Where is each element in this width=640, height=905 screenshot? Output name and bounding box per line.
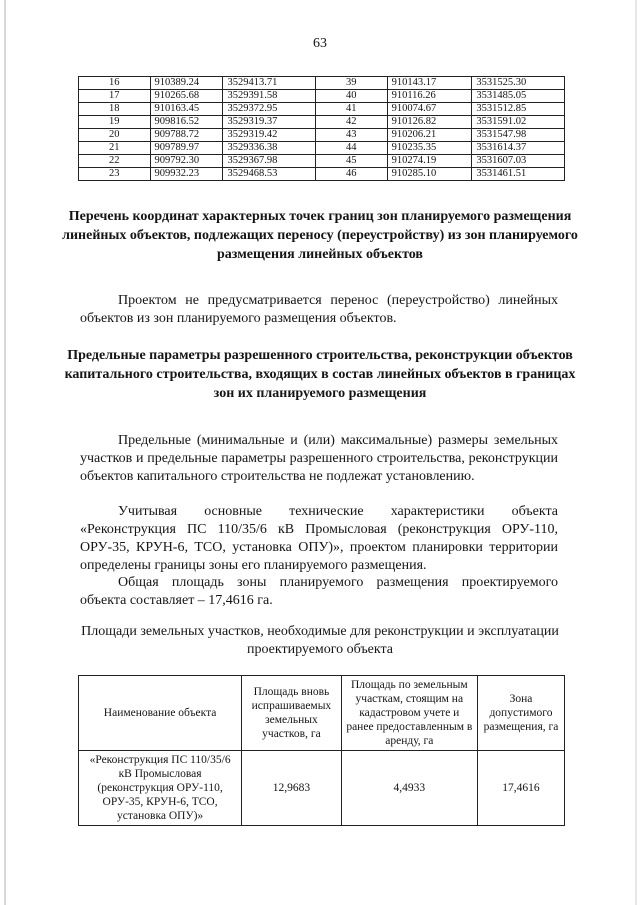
table-row (79, 142, 565, 155)
point-number-cell: 39 (316, 77, 388, 90)
coord-x-cell: 910265.68 (150, 90, 223, 103)
coord-y-cell: 3531512.85 (472, 103, 565, 116)
coord-y-cell: 3529468.53 (223, 168, 316, 181)
coord-y-cell: 3529391.58 (223, 90, 316, 103)
table-row (79, 168, 565, 181)
table-row (79, 155, 565, 168)
coord-x-cell: 909789.97 (150, 142, 223, 155)
page-number: 63 (313, 36, 327, 51)
point-number-cell: 43 (316, 129, 388, 142)
section-title-limit-parameters: Предельные параметры разрешенного строительства, реконструкции объектов капитального строительства, входящих в состав линейных объектов в границах зон их планируемого размещения (64, 348, 576, 401)
point-number-cell: 17 (79, 90, 151, 103)
coord-y-cell: 3531547.98 (472, 129, 565, 142)
leased-area-cell: 4,4933 (341, 751, 477, 826)
point-number-cell: 42 (316, 116, 388, 129)
coord-y-cell: 3531485.05 (472, 90, 565, 103)
coord-x-cell: 909932.23 (150, 168, 223, 181)
table-row (79, 77, 565, 90)
coord-x-cell: 910116.26 (387, 90, 472, 103)
object-name-cell: «Реконструкция ПС 110/35/6 кВ Промысловая (реконструкция ОРУ-110, ОРУ-35, КРУН-6, ТСО, установка ОПУ)» (79, 751, 242, 826)
coord-y-cell: 3529336.38 (223, 142, 316, 155)
point-number-cell: 22 (79, 155, 151, 168)
point-number-cell: 23 (79, 168, 151, 181)
header-object-name: Наименование объекта (79, 676, 242, 751)
header-new-area: Площадь вновь испрашиваемых земельных участков, га (242, 676, 342, 751)
paragraph-characteristics: Учитывая основные технические характеристики объекта «Реконструкция ПС 110/35/6 кВ Промысловая (реконструкция ОРУ-110, ОРУ-35, КРУН-6, ТСО, установка ОПУ)», проектом планировки территории определены границы зоны его планируемого размещения. (80, 504, 558, 573)
point-number-cell: 41 (316, 103, 388, 116)
coordinates-table (78, 76, 565, 181)
coord-x-cell: 909788.72 (150, 129, 223, 142)
table-row (79, 90, 565, 103)
table-row (79, 103, 565, 116)
coord-y-cell: 3529372.95 (223, 103, 316, 116)
coord-x-cell: 909816.52 (150, 116, 223, 129)
paragraph-limits: Предельные (минимальные и (или) максимальные) размеры земельных участков и предельные параметры разрешенного строительства, реконструкции объектов капитального строительства не подлежат установлению. (80, 433, 558, 484)
areas-table-header-row (79, 676, 565, 751)
scan-edge-left (4, 0, 6, 905)
coord-y-cell: 3529319.42 (223, 129, 316, 142)
coord-y-cell: 3531607.03 (472, 155, 565, 168)
coord-y-cell: 3531525.30 (472, 77, 565, 90)
coord-x-cell: 910206.21 (387, 129, 472, 142)
coord-x-cell: 909792.30 (150, 155, 223, 168)
point-number-cell: 19 (79, 116, 151, 129)
coord-y-cell: 3529413.71 (223, 77, 316, 90)
coord-x-cell: 910143.17 (387, 77, 472, 90)
point-number-cell: 44 (316, 142, 388, 155)
section-title-coordinates: Перечень координат характерных точек границ зон планируемого размещения линейных объектов, подлежащих переносу (переустройству) из зон планируемого размещения линейных объектов (62, 209, 578, 262)
coord-y-cell: 3529319.37 (223, 116, 316, 129)
coord-y-cell: 3531591.02 (472, 116, 565, 129)
header-zone-area: Зона допустимого размещения, га (477, 676, 564, 751)
coord-x-cell: 910126.82 (387, 116, 472, 129)
new-area-cell: 12,9683 (242, 751, 342, 826)
coord-y-cell: 3529367.98 (223, 155, 316, 168)
table-row (79, 129, 565, 142)
point-number-cell: 45 (316, 155, 388, 168)
coord-x-cell: 910274.19 (387, 155, 472, 168)
areas-table-caption: Площади земельных участков, необходимые для реконструкции и эксплуатации проектируемого объекта (81, 624, 559, 657)
header-leased-area: Площадь по земельным участкам, стоящим на кадастровом учете и ранее предоставленным в аренду, га (341, 676, 477, 751)
paragraph-no-relocation: Проектом не предусматривается перенос (переустройство) линейных объектов из зон планируемого размещения объектов. (80, 293, 558, 326)
coord-x-cell: 910074.67 (387, 103, 472, 116)
coord-x-cell: 910163.45 (150, 103, 223, 116)
coord-y-cell: 3531614.37 (472, 142, 565, 155)
zone-area-cell: 17,4616 (477, 751, 564, 826)
coord-y-cell: 3531461.51 (472, 168, 565, 181)
coord-x-cell: 910389.24 (150, 77, 223, 90)
point-number-cell: 21 (79, 142, 151, 155)
scan-edge-right (635, 0, 637, 905)
point-number-cell: 18 (79, 103, 151, 116)
table-row (79, 116, 565, 129)
point-number-cell: 20 (79, 129, 151, 142)
point-number-cell: 16 (79, 77, 151, 90)
point-number-cell: 46 (316, 168, 388, 181)
coord-x-cell: 910285.10 (387, 168, 472, 181)
areas-table (78, 675, 565, 826)
table-row (79, 751, 565, 826)
point-number-cell: 40 (316, 90, 388, 103)
coord-x-cell: 910235.35 (387, 142, 472, 155)
paragraph-total-area: Общая площадь зоны планируемого размещения проектируемого объекта составляет – 17,4616 га. (80, 575, 558, 608)
